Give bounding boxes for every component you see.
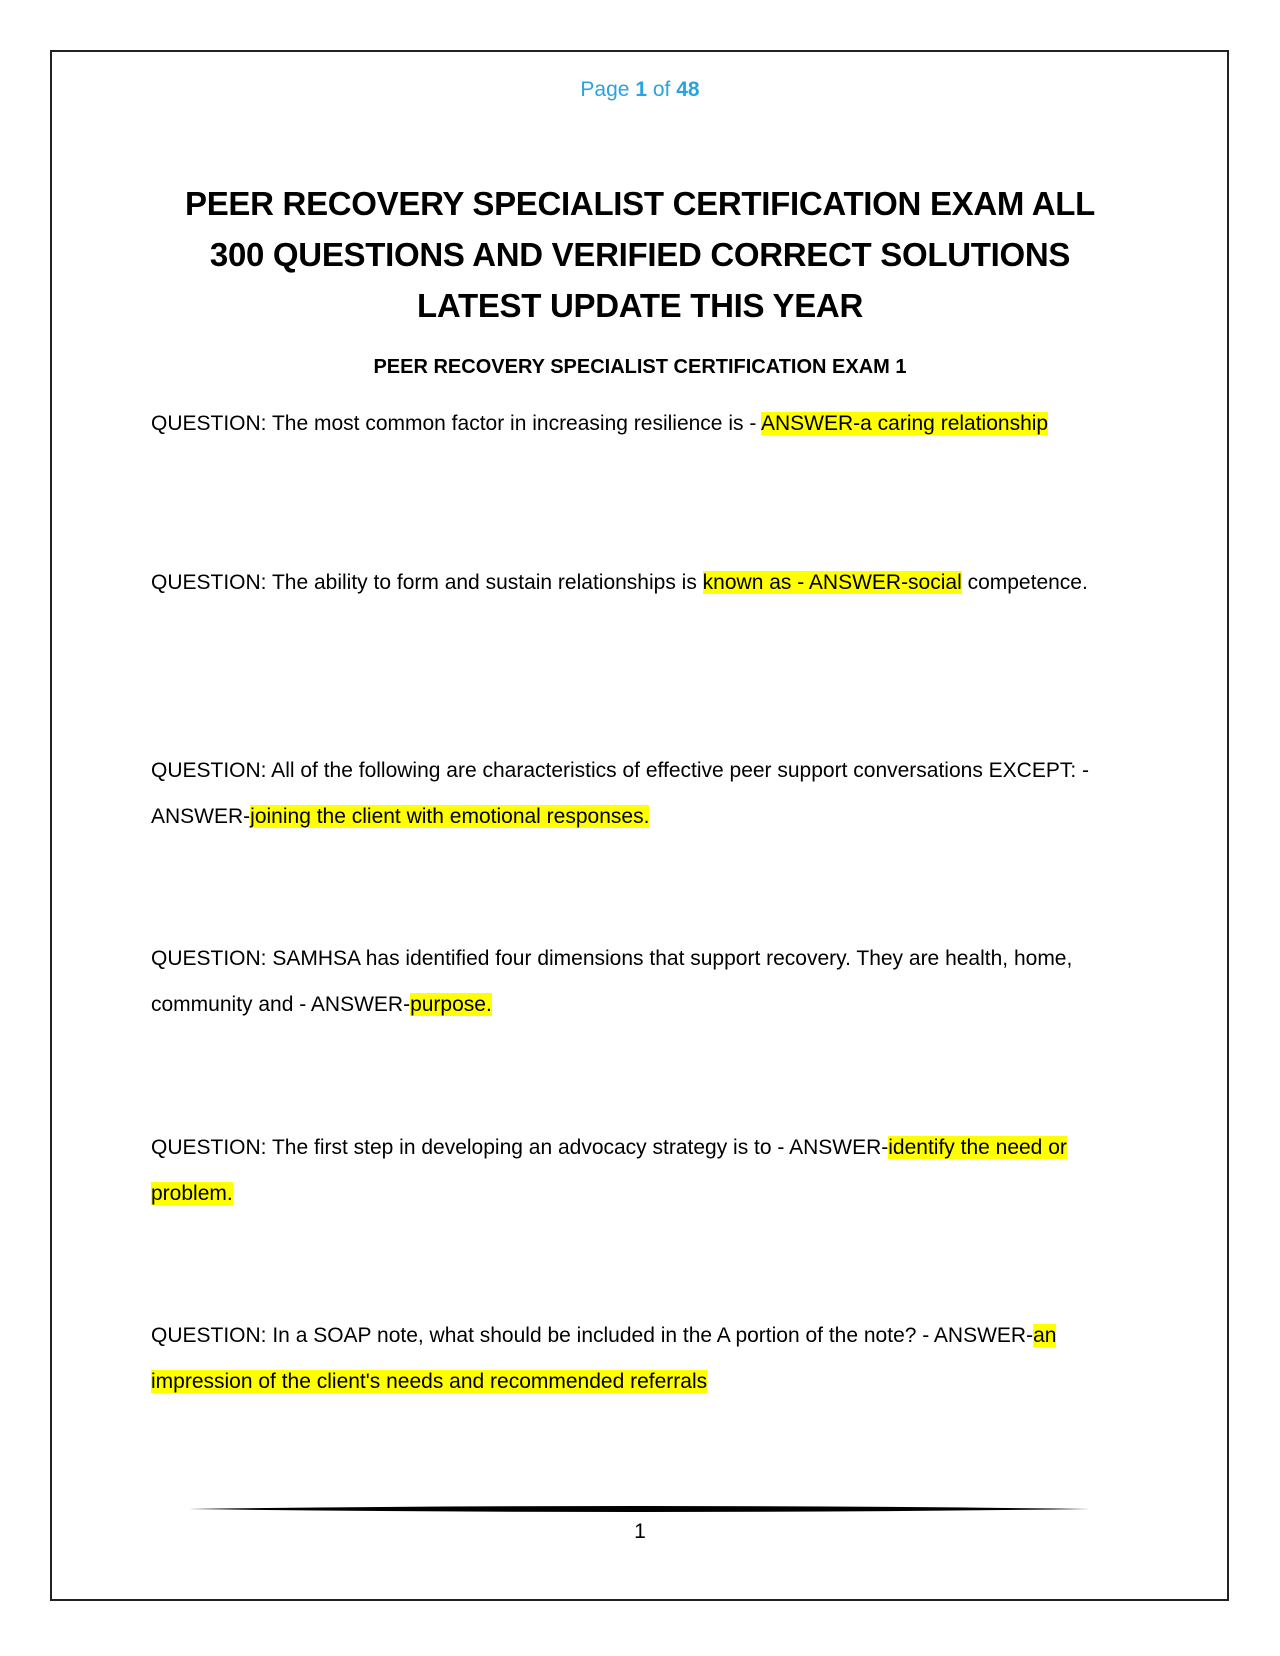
question-item: [151, 748, 1141, 840]
page-of: of: [652, 78, 671, 101]
question-tail: competence.: [961, 571, 1088, 594]
answer-highlight: identify the need or problem.: [151, 1136, 1067, 1205]
question-item: [151, 560, 1141, 606]
answer-highlight: purpose.: [410, 993, 492, 1016]
answer-highlight: an impression of the client's needs and recommended referrals: [151, 1324, 1057, 1393]
question-text: QUESTION: The ability to form and sustain relationships is: [151, 571, 703, 594]
question-item: [151, 1313, 1141, 1405]
answer-highlight: joining the client with emotional responses.: [250, 805, 650, 828]
question-text: QUESTION: In a SOAP note, what should be included in the A portion of the note? - ANSWER-: [151, 1324, 1034, 1347]
document-title: [140, 178, 1140, 331]
question-text: QUESTION: All of the following are characteristics of effective peer support conversations EXCEPT: - ANSWER-: [151, 759, 1090, 828]
question-text: QUESTION: The most common factor in increasing resilience is -: [151, 412, 761, 435]
question-text: QUESTION: SAMHSA has identified four dimensions that support recovery. They are health, home, community and - ANSWER-: [151, 947, 1073, 1016]
title-line-2: 300 QUESTIONS AND VERIFIED CORRECT SOLUTIONS: [209, 236, 1071, 273]
question-text: QUESTION: The first step in developing an advocacy strategy is to - ANSWER-: [151, 1136, 889, 1159]
title-line-1: PEER RECOVERY SPECIALIST CERTIFICATION EXAM ALL: [185, 185, 1095, 222]
question-item: [151, 1125, 1141, 1217]
footer-rule: [188, 1504, 1090, 1514]
footer-page-number: 1: [634, 1520, 646, 1543]
page-indicator: [0, 78, 1280, 102]
page-current: 1: [635, 78, 647, 101]
question-item: [151, 936, 1141, 1028]
answer-highlight: ANSWER-a caring relationship: [760, 412, 1049, 435]
page-prefix: Page: [580, 78, 630, 101]
answer-highlight: known as - ANSWER-social: [702, 571, 962, 594]
document-subtitle: PEER RECOVERY SPECIALIST CERTIFICATION EXAM 1: [373, 356, 907, 378]
page-total: 48: [676, 78, 700, 101]
title-line-3: LATEST UPDATE THIS YEAR: [417, 287, 863, 324]
question-item: [151, 401, 1141, 447]
